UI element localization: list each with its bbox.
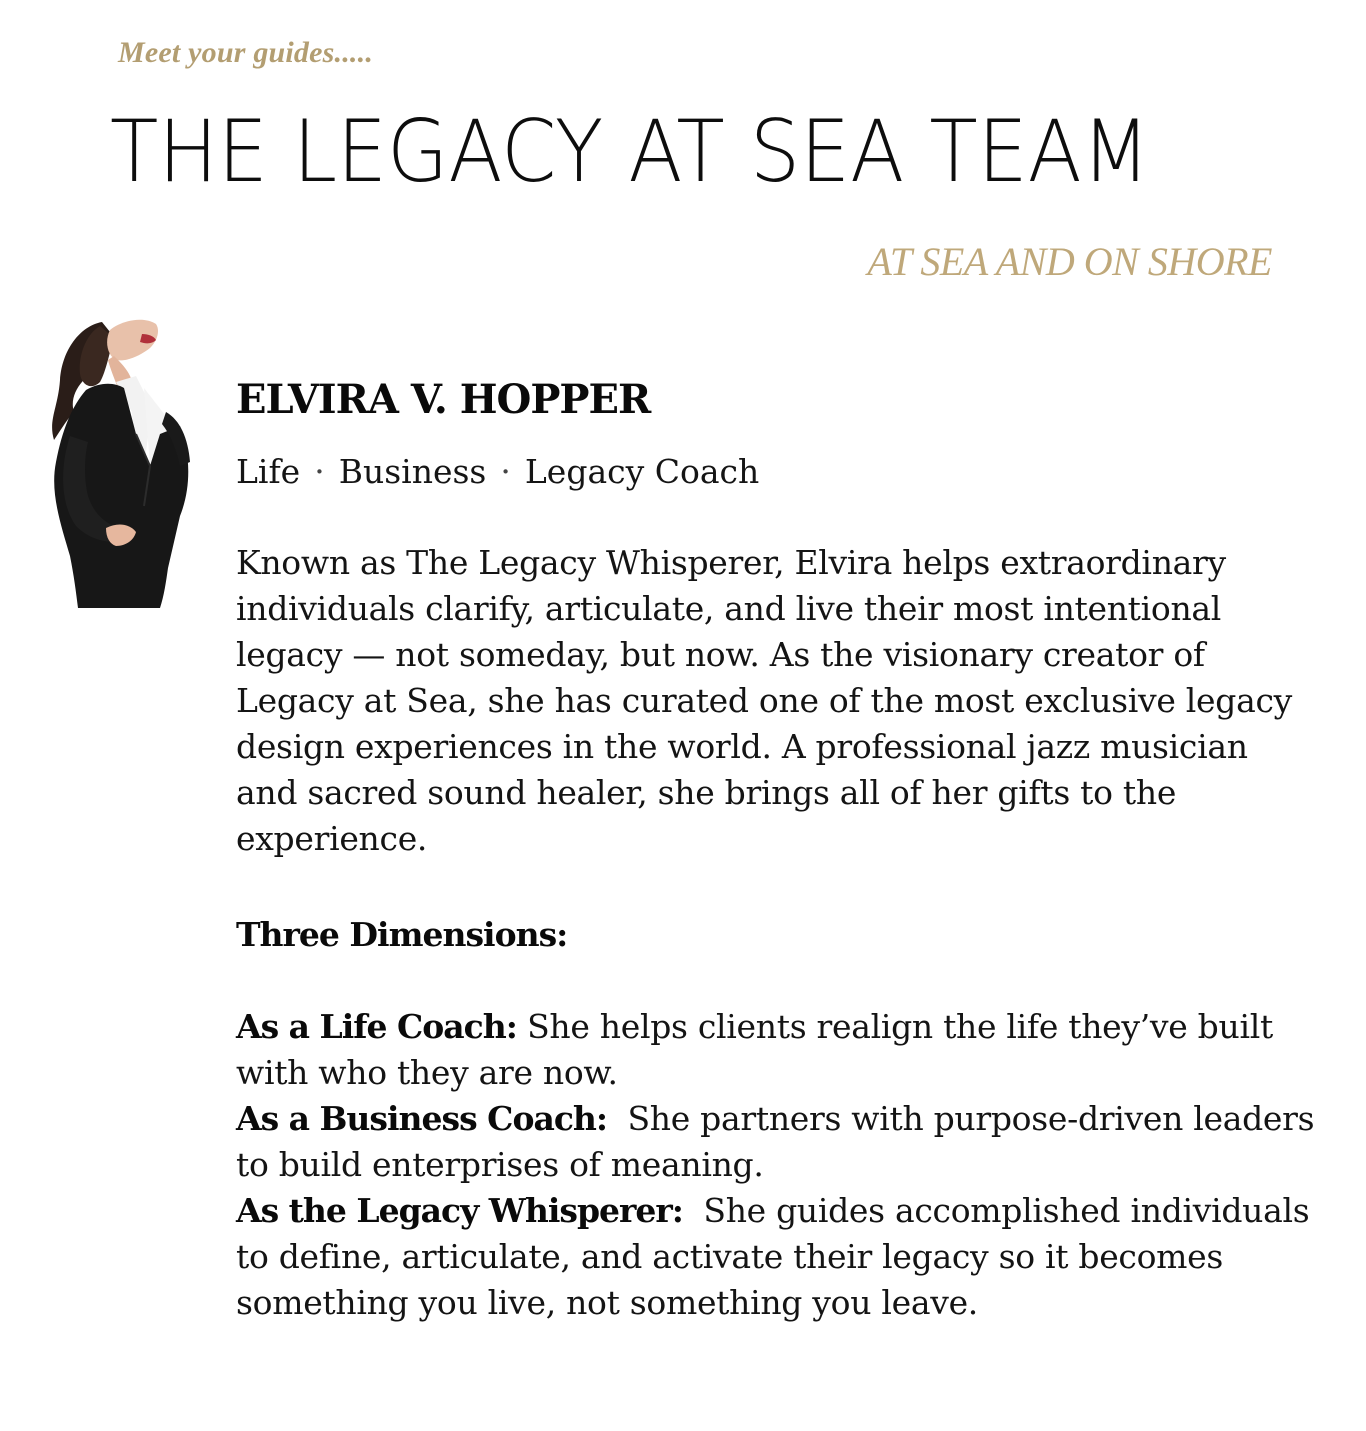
- guide-bio: Known as The Legacy Whisperer, Elvira helps extraordinary individuals clarify, articulate, and live their most intentional legacy — not someday, but now. As the visionary creator of Legacy at Sea, she has curated one of the most exclusive legacy design experiences in the world. A professional jazz musician and sacred sound healer, she brings all of her gifts to the experience.: [236, 543, 1293, 858]
- dimension-label: As the Legacy Whisperer:: [236, 1191, 683, 1230]
- dimension-text: She guides accomplished individuals to define, articulate, and activate their legacy so it becomes something you live, not something you leave.: [236, 1191, 1310, 1322]
- page-title-text: THE LEGACY AT SEA TEAM: [110, 102, 1151, 202]
- dimension-item-legacy-whisperer: [236, 1188, 1316, 1326]
- role-life: Life: [236, 452, 301, 491]
- role-legacy-coach: Legacy Coach: [524, 452, 760, 491]
- page-title: [110, 104, 1240, 200]
- eyebrow-text: Meet your guides.....: [118, 36, 374, 69]
- role-business: Business: [338, 452, 487, 491]
- guide-roles: [236, 450, 1316, 494]
- dimension-label: As a Business Coach:: [236, 1099, 608, 1138]
- role-separator: ·: [314, 452, 325, 491]
- dimensions-list: [236, 1004, 1316, 1326]
- dimension-text: She partners with purpose-driven leaders to build enterprises of meaning.: [236, 1099, 1315, 1184]
- portrait-illustration: [40, 316, 196, 610]
- dimension-label: As a Life Coach:: [236, 1007, 517, 1046]
- guide-profile: [236, 372, 1316, 1326]
- page-subtitle: AT SEA AND ON SHORE: [867, 239, 1272, 284]
- dimension-item-life-coach: [236, 1004, 1316, 1096]
- role-separator: ·: [500, 452, 511, 491]
- dimension-text: She helps clients realign the life they’ve built with who they are now.: [236, 1007, 1273, 1092]
- portrait-photo: [40, 316, 196, 610]
- guide-name: ELVIRA V. HOPPER: [236, 376, 651, 423]
- dimension-item-business-coach: [236, 1096, 1316, 1188]
- dimensions-heading: Three Dimensions:: [236, 915, 568, 954]
